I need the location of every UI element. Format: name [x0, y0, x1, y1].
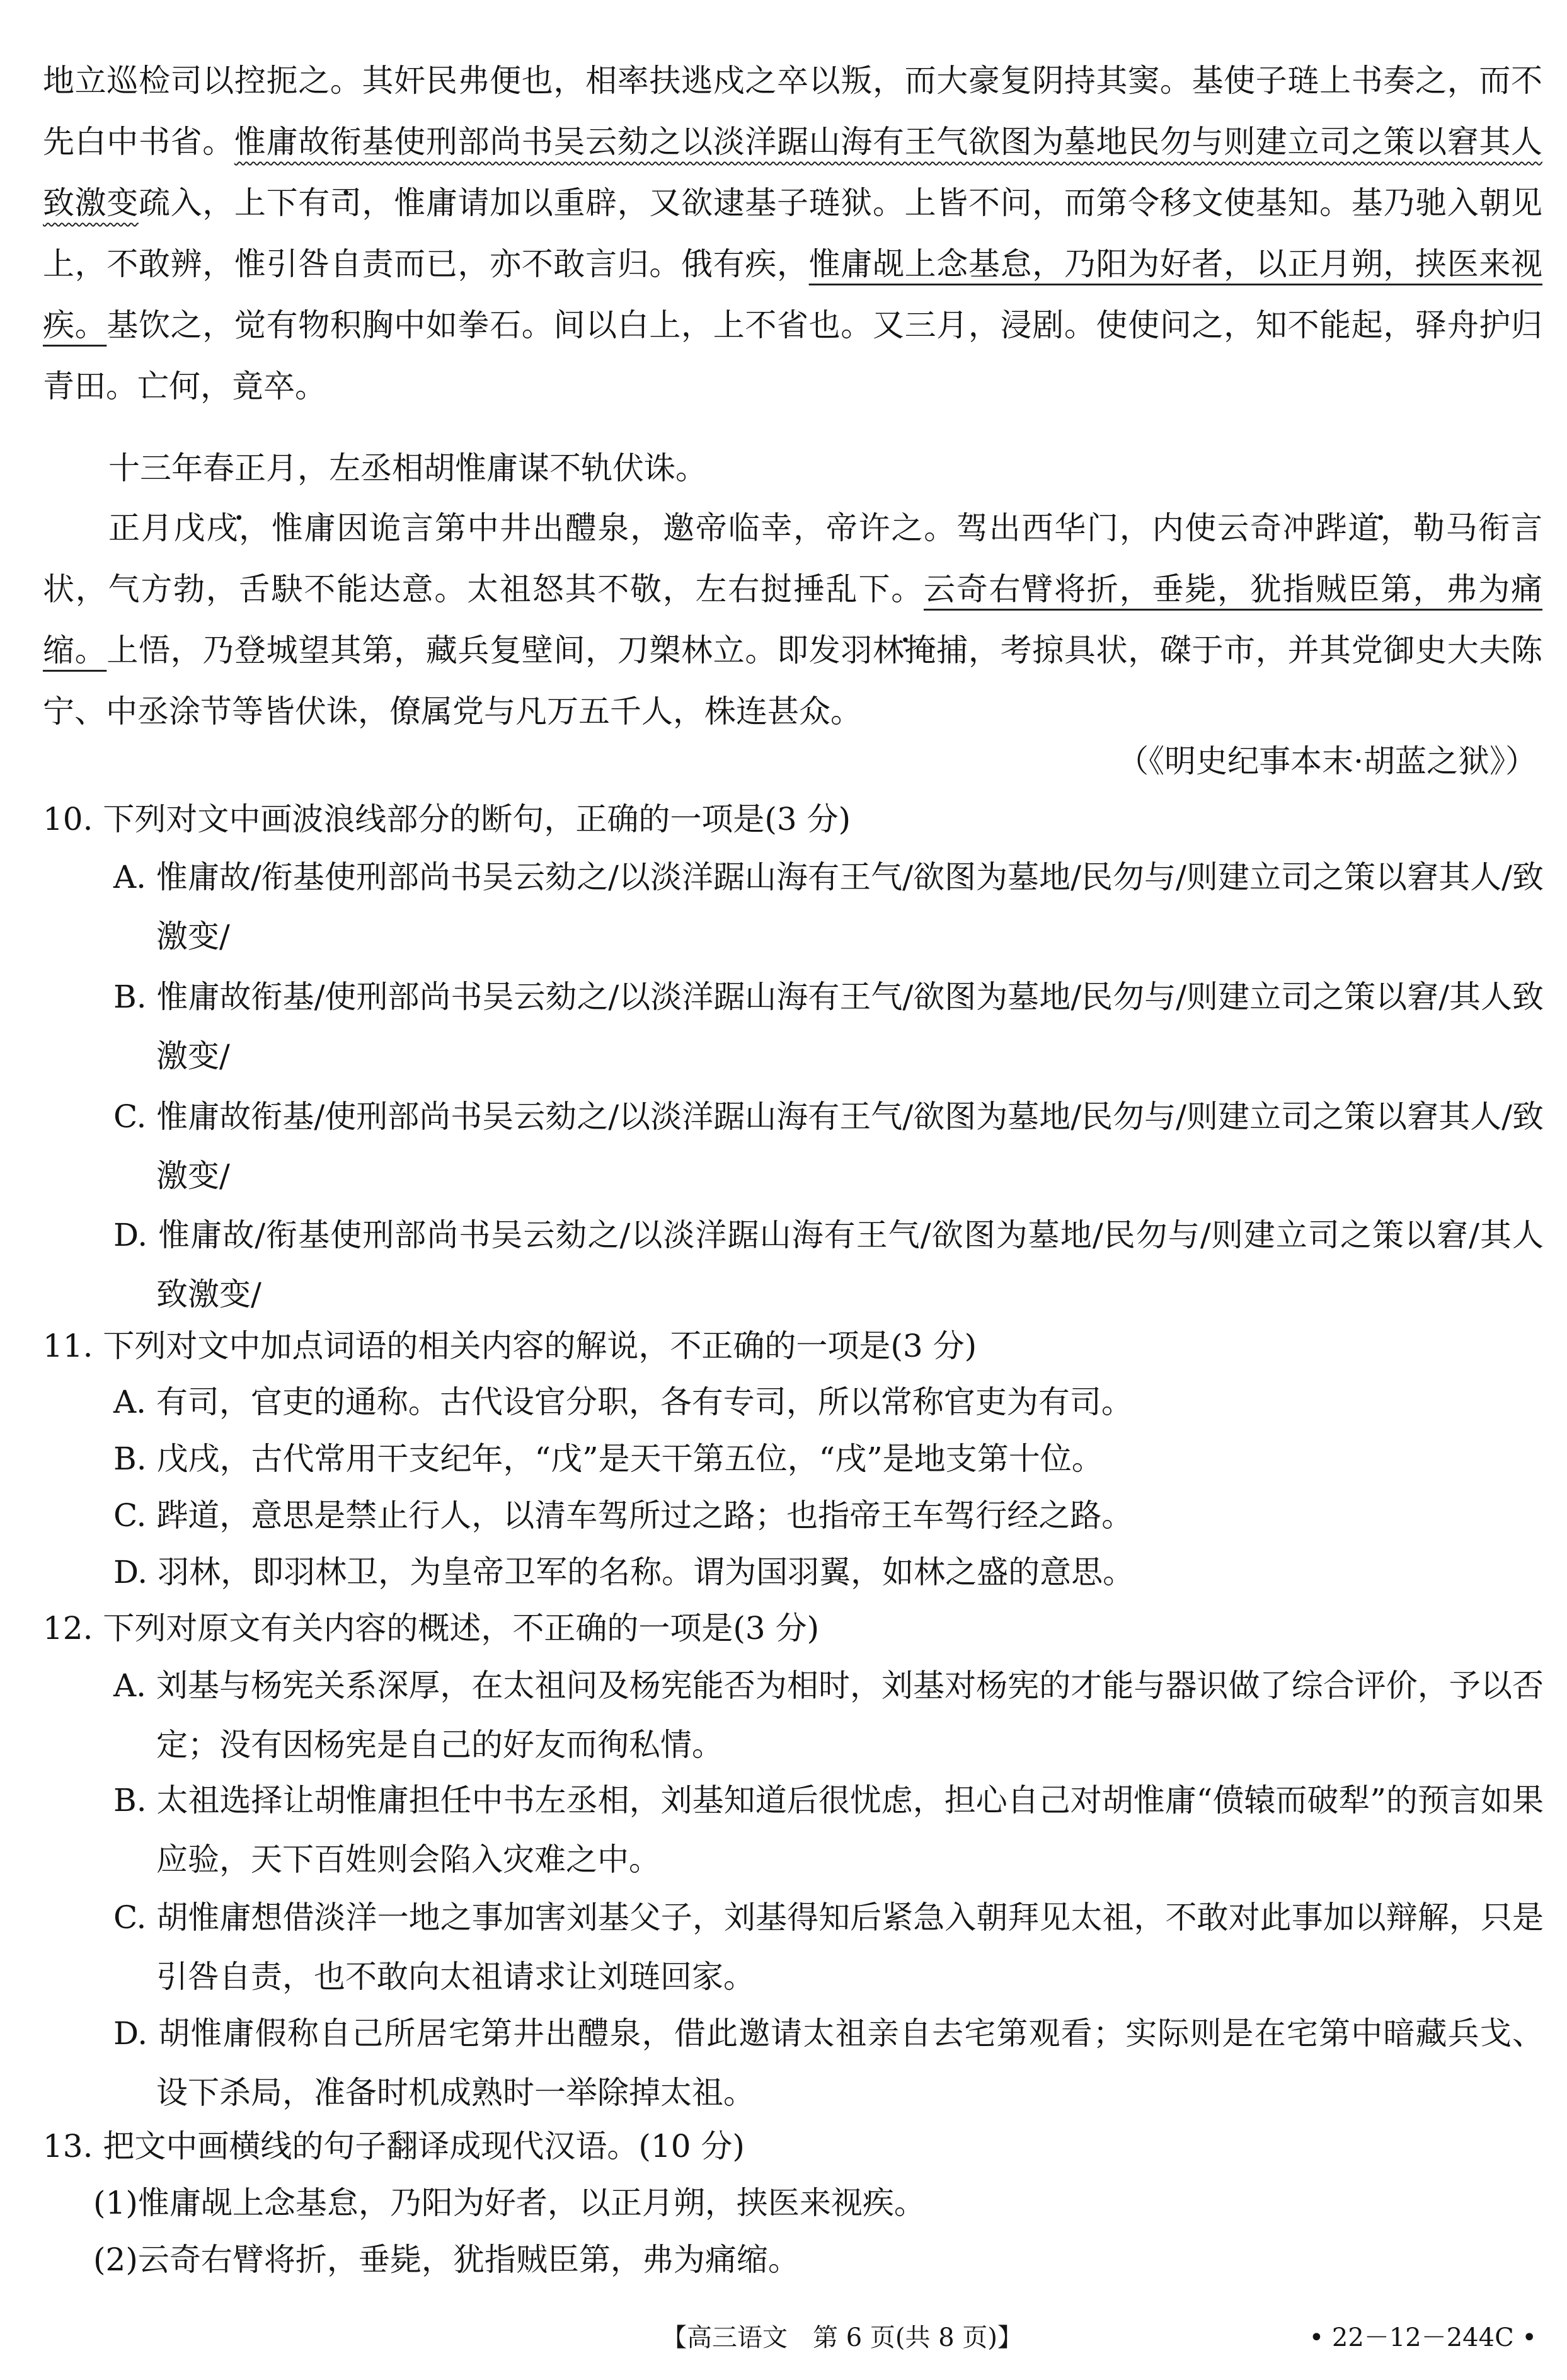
passage-text: ，惟庸请加以重辟，又欲逮基子琏狱。上皆不问，而第令移文使基知。基乃驰入朝见上，不敢辨，惟引咎自责而已，亦不敢言归。俄有疾， [43, 185, 1543, 282]
dotted-word: 司 [330, 185, 362, 221]
question-13-item-2: (2)云奇右臂将折，垂毙，犹指贼臣第，弗为痛缩。 [93, 2241, 800, 2278]
passage-text: 正月 [108, 510, 174, 546]
passage-paragraph-2: 十三年春正月，左丞相胡惟庸谋不轨伏诛。 [108, 450, 707, 486]
question-12-option-c[interactable]: C. 胡惟庸想借淡洋一地之事加害刘基父子，刘基得知后紧急入朝拜见太祖，不敢对此事加以辩解，只是引咎自责，也不敢向太祖请求让刘琏回家。 [113, 1899, 1544, 1995]
question-11-option-a[interactable]: A. 有司，官吏的通称。古代设官分职，各有专司，所以常称官吏为有司。 [113, 1384, 1133, 1420]
question-12-option-a[interactable]: A. 刘基与杨宪关系深厚，在太祖问及杨宪能否为相时，刘基对杨宪的才能与器识做了综合评价，予以否定；没有因杨宪是自己的好友而徇私情。 [113, 1667, 1544, 1763]
question-11-option-b[interactable]: B. 戊戌，古代常用干支纪年，“戊”是天干第五位，“戌”是地支第十位。 [113, 1440, 1103, 1477]
underlined-sentence-1: 惟庸觇上念基怠，乃阳为好者，以正月朔，挟医来视疾。 [43, 246, 1543, 343]
page-code: • 22－12－244C • [1309, 2323, 1537, 2352]
passage-paragraph-3 [43, 498, 1542, 742]
question-10-option-a[interactable]: A. 惟庸故/衔基使刑部尚书吴云劾之/以淡洋踞山海有王气/欲图为墓地/民勿与/则建立司之策以窘其人/致激变/ [113, 859, 1544, 955]
passage-text: 地立巡检司以控扼之。其奸民弗便也，相率扶逃戍之卒以叛，而大豪复阴持其窦。基使子琏上书奏之，而不先白中书省。 [43, 62, 1542, 160]
dotted-word: 跸道 [1315, 510, 1380, 546]
question-10-option-b[interactable]: B. 惟庸故衔基/使刑部尚书吴云劾之/以淡洋踞山海有王气/欲图为墓地/民勿与/则建立司之策以窘/其人致激变/ [113, 979, 1544, 1074]
question-11-stem: 11. 下列对文中加点词语的相关内容的解说，不正确的一项是(3 分) [43, 1328, 977, 1364]
passage-text: 上悟，乃登城望其第，藏兵复壁间，刀槊林立。即发 [106, 632, 841, 669]
question-12-option-d[interactable]: D. 胡惟庸假称自己所居宅第井出醴泉，借此邀请太祖亲自去宅第观看；实际则是在宅第中暗藏兵戈、设下杀局，准备时机成熟时一举除掉太祖。 [113, 2015, 1544, 2111]
dotted-word: 羽林 [841, 632, 905, 669]
question-10-stem: 10. 下列对文中画波浪线部分的断句，正确的一项是(3 分) [43, 801, 851, 837]
passage-source: （《明史纪事本末·胡蓝之狱》） [1117, 743, 1537, 779]
question-11-option-c[interactable]: C. 跸道，意思是禁止行人，以清车驾所过之路；也指帝王车驾行经之路。 [113, 1497, 1134, 1534]
wavy-underlined-text: 惟庸故衔基使刑部尚书吴云劾之以淡洋踞山海有王气欲图为墓地民勿与则建立司之策以窘其人致激变 [43, 124, 1543, 221]
question-13-item-1: (1)惟庸觇上念基怠，乃阳为好者，以正月朔，挟医来视疾。 [93, 2185, 926, 2221]
question-12-stem: 12. 下列对原文有关内容的概述，不正确的一项是(3 分) [43, 1610, 820, 1647]
passage-text: ，惟庸因诡言第中井出醴泉，邀帝临幸，帝许之。驾出西华门，内使云奇冲 [239, 510, 1316, 546]
page-footer: 【高三语文 第 6 页(共 8 页)】 [662, 2323, 1023, 2352]
underlined-sentence-2: 云奇右臂将折，垂毙，犹指贼臣第，弗为痛缩。 [43, 571, 1542, 669]
question-12-option-b[interactable]: B. 太祖选择让胡惟庸担任中书左丞相，刘基知道后很忧虑，担心自己对胡惟庸“偾辕而破犁”的预言如果应验，天下百姓则会陷入灾难之中。 [113, 1782, 1544, 1878]
passage-text: 疏入，上下有 [138, 185, 330, 221]
passage-text: 掩捕，考掠具状，磔于市，并其党御史大夫陈宁、中丞涂节等皆伏诛，僚属党与凡万五千人，株连甚众。 [43, 632, 1543, 730]
passage-text: 基饮之，觉有物积胸中如拳石。间以白上，上不省也。又三月，浸剧。使使问之，知不能起，驿舟护归青田。亡何，竟卒。 [43, 307, 1543, 405]
question-13-stem: 13. 把文中画横线的句子翻译成现代汉语。(10 分) [43, 2128, 745, 2164]
passage-text: ，勒马衔言状，气方勃，舌駃不能达意。太祖怒其不敬，左右挝捶乱下。 [43, 510, 1543, 607]
question-10-option-d[interactable]: D. 惟庸故/衔基使刑部尚书吴云劾之/以淡洋踞山海有王气/欲图为墓地/民勿与/则建立司之策以窘/其人致激变/ [113, 1217, 1544, 1313]
question-10-option-c[interactable]: C. 惟庸故衔基/使刑部尚书吴云劾之/以淡洋踞山海有王气/欲图为墓地/民勿与/则建立司之策以窘其人/致激变/ [113, 1098, 1544, 1194]
passage-paragraph-1 [43, 50, 1542, 417]
question-11-option-d[interactable]: D. 羽林，即羽林卫，为皇帝卫军的名称。谓为国羽翼，如林之盛的意思。 [113, 1554, 1135, 1590]
dotted-word: 戊戌 [173, 510, 239, 546]
